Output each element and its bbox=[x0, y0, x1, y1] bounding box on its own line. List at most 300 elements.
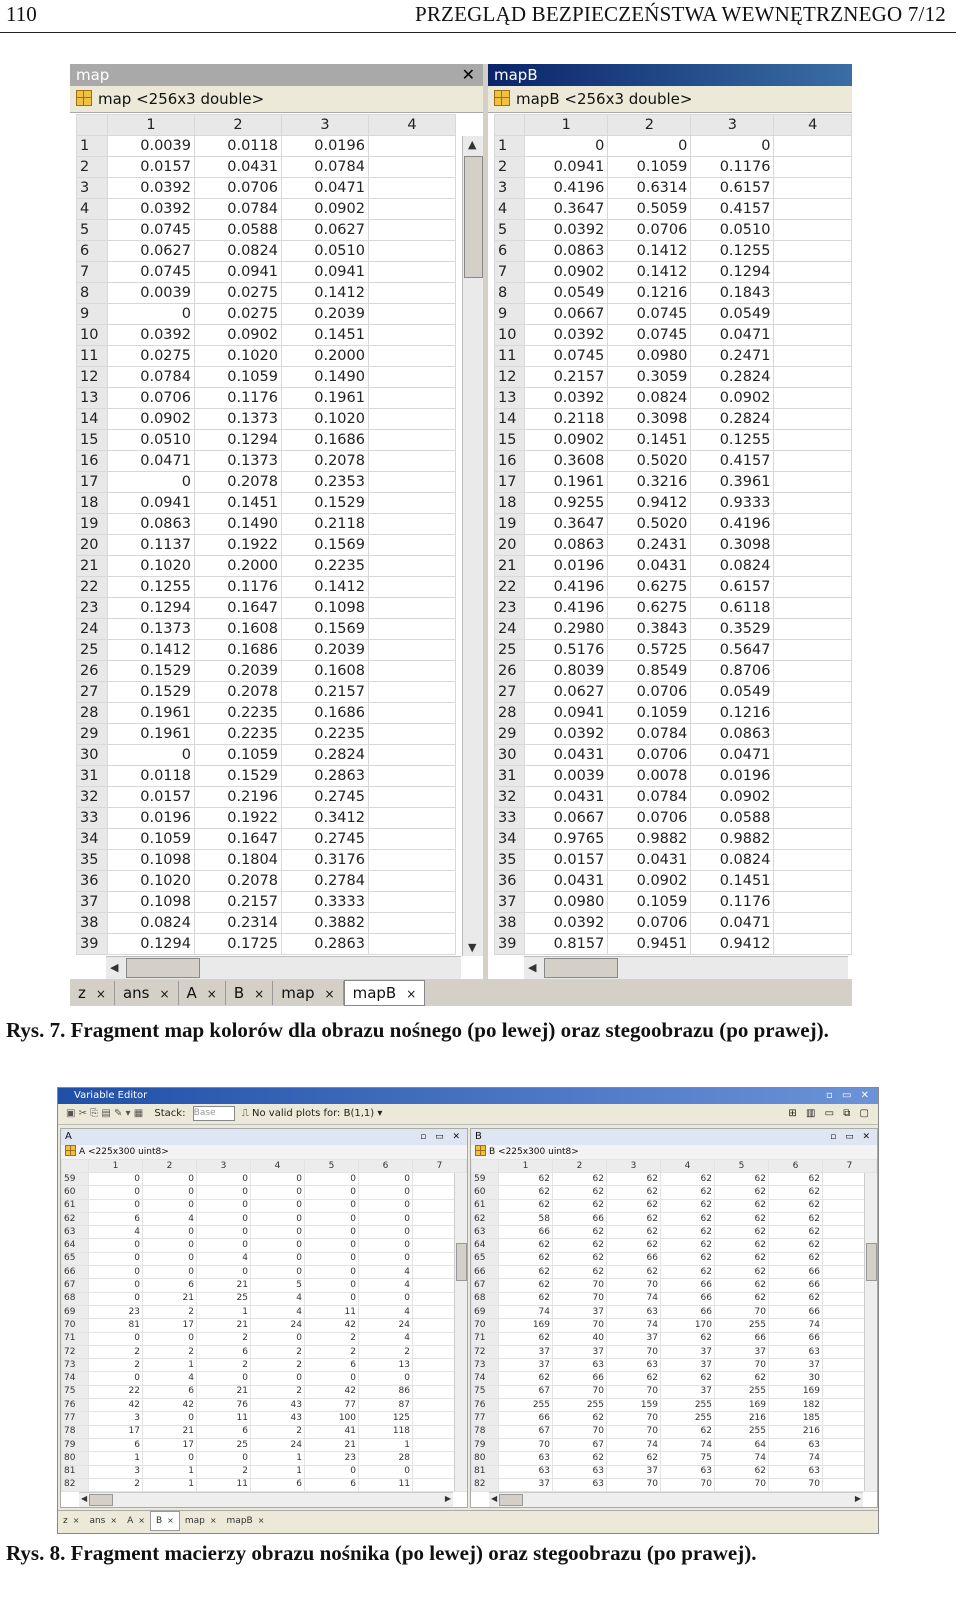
table-cell[interactable]: 0.0902 bbox=[691, 388, 774, 409]
scroll-up-icon[interactable]: ▲ bbox=[468, 138, 477, 151]
table-cell[interactable]: 0 bbox=[89, 1332, 143, 1345]
table-cell[interactable]: 0 bbox=[305, 1465, 359, 1478]
table-cell[interactable]: 0.0902 bbox=[525, 262, 608, 283]
table-cell[interactable]: 0 bbox=[305, 1279, 359, 1292]
table-cell[interactable]: 62 bbox=[499, 1239, 553, 1252]
table-cell[interactable]: 70 bbox=[553, 1385, 607, 1398]
table-cell[interactable]: 0.1686 bbox=[282, 703, 369, 724]
table-cell[interactable]: 0 bbox=[197, 1226, 251, 1239]
row-header[interactable]: 39 bbox=[77, 934, 108, 955]
scroll-thumb[interactable] bbox=[544, 958, 618, 978]
table-cell[interactable]: 1 bbox=[251, 1465, 305, 1478]
table-cell[interactable]: 0.0824 bbox=[608, 388, 691, 409]
table-cell[interactable]: 0 bbox=[197, 1452, 251, 1465]
table-cell[interactable]: 125 bbox=[359, 1412, 413, 1425]
table-cell[interactable]: 0 bbox=[251, 1186, 305, 1199]
row-header[interactable]: 80 bbox=[472, 1452, 499, 1465]
table-cell[interactable]: 0.0471 bbox=[691, 745, 774, 766]
row-header[interactable]: 25 bbox=[77, 640, 108, 661]
table-cell[interactable] bbox=[774, 892, 852, 913]
table-cell[interactable]: 0 bbox=[305, 1212, 359, 1225]
document-tab[interactable] bbox=[58, 1512, 84, 1530]
grid-corner[interactable] bbox=[495, 115, 525, 136]
table-cell[interactable]: 0 bbox=[251, 1252, 305, 1265]
table-cell[interactable]: 62 bbox=[553, 1412, 607, 1425]
column-header[interactable]: 3 bbox=[282, 115, 369, 136]
table-cell[interactable]: 62 bbox=[769, 1212, 823, 1225]
table-cell[interactable]: 0.1608 bbox=[282, 661, 369, 682]
plot-selector[interactable]: No valid plots for: B(1,1) bbox=[252, 1108, 375, 1119]
table-cell[interactable] bbox=[774, 829, 852, 850]
table-cell[interactable]: 0.1294 bbox=[691, 262, 774, 283]
table-cell[interactable]: 0.1255 bbox=[691, 241, 774, 262]
table-cell[interactable]: 63 bbox=[607, 1359, 661, 1372]
table-cell[interactable]: 11 bbox=[305, 1305, 359, 1318]
table-cell[interactable]: 0.0392 bbox=[525, 220, 608, 241]
table-cell[interactable]: 255 bbox=[715, 1319, 769, 1332]
table-cell[interactable]: 62 bbox=[499, 1279, 553, 1292]
table-cell[interactable]: 0.1412 bbox=[282, 283, 369, 304]
table-cell[interactable]: 0.3608 bbox=[525, 451, 608, 472]
table-cell[interactable]: 0 bbox=[359, 1199, 413, 1212]
table-cell[interactable]: 3 bbox=[89, 1412, 143, 1425]
row-header[interactable]: 26 bbox=[77, 661, 108, 682]
table-cell[interactable]: 0.0706 bbox=[608, 745, 691, 766]
table-cell[interactable]: 0.0471 bbox=[691, 325, 774, 346]
row-header[interactable]: 14 bbox=[77, 409, 108, 430]
table-cell[interactable]: 43 bbox=[251, 1412, 305, 1425]
table-cell[interactable]: 21 bbox=[305, 1438, 359, 1451]
table-cell[interactable]: 0.1961 bbox=[108, 724, 195, 745]
table-cell[interactable]: 0.1059 bbox=[608, 892, 691, 913]
table-cell[interactable]: 0.3647 bbox=[525, 514, 608, 535]
table-cell[interactable]: 0.1804 bbox=[195, 850, 282, 871]
table-cell[interactable]: 63 bbox=[769, 1345, 823, 1358]
table-cell[interactable]: 6 bbox=[305, 1478, 359, 1491]
table-cell[interactable] bbox=[369, 682, 456, 703]
close-tab-icon[interactable]: × bbox=[209, 1516, 217, 1525]
table-cell[interactable]: 62 bbox=[715, 1252, 769, 1265]
scroll-thumb[interactable] bbox=[866, 1243, 877, 1281]
table-cell[interactable]: 42 bbox=[305, 1319, 359, 1332]
table-cell[interactable]: 0.0039 bbox=[525, 766, 608, 787]
table-cell[interactable]: 0 bbox=[143, 1186, 197, 1199]
table-cell[interactable]: 70 bbox=[607, 1478, 661, 1491]
table-cell[interactable]: 0.0824 bbox=[108, 913, 195, 934]
table-cell[interactable]: 169 bbox=[499, 1319, 553, 1332]
table-cell[interactable]: 62 bbox=[661, 1372, 715, 1385]
row-header[interactable]: 59 bbox=[472, 1173, 499, 1186]
table-cell[interactable] bbox=[369, 766, 456, 787]
table-cell[interactable]: 17 bbox=[143, 1319, 197, 1332]
table-cell[interactable]: 63 bbox=[661, 1465, 715, 1478]
table-cell[interactable]: 0 bbox=[89, 1279, 143, 1292]
table-cell[interactable] bbox=[369, 745, 456, 766]
table-cell[interactable]: 70 bbox=[715, 1359, 769, 1372]
row-header[interactable]: 24 bbox=[495, 619, 525, 640]
column-header[interactable]: 3 bbox=[691, 115, 774, 136]
row-header[interactable]: 7 bbox=[495, 262, 525, 283]
row-header[interactable]: 31 bbox=[77, 766, 108, 787]
row-header[interactable]: 62 bbox=[62, 1212, 89, 1225]
column-header[interactable]: 4 bbox=[251, 1160, 305, 1173]
table-cell[interactable] bbox=[774, 703, 852, 724]
table-cell[interactable]: 0.0157 bbox=[108, 787, 195, 808]
table-cell[interactable]: 0.5020 bbox=[608, 451, 691, 472]
table-cell[interactable] bbox=[774, 325, 852, 346]
table-cell[interactable]: 62 bbox=[715, 1226, 769, 1239]
table-cell[interactable]: 0 bbox=[251, 1332, 305, 1345]
table-cell[interactable]: 0 bbox=[89, 1292, 143, 1305]
table-cell[interactable]: 0.0667 bbox=[525, 808, 608, 829]
row-header[interactable]: 73 bbox=[62, 1359, 89, 1372]
table-cell[interactable]: 0.2000 bbox=[195, 556, 282, 577]
table-cell[interactable]: 0.2824 bbox=[691, 409, 774, 430]
table-cell[interactable] bbox=[774, 157, 852, 178]
table-cell[interactable]: 0 bbox=[305, 1199, 359, 1212]
table-cell[interactable]: 0.0941 bbox=[195, 262, 282, 283]
table-cell[interactable]: 0.1725 bbox=[195, 934, 282, 955]
table-cell[interactable] bbox=[774, 934, 852, 955]
table-cell[interactable]: 4 bbox=[359, 1279, 413, 1292]
scroll-thumb[interactable] bbox=[89, 1494, 113, 1506]
scroll-left-icon[interactable]: ◀ bbox=[110, 961, 119, 974]
row-header[interactable]: 73 bbox=[472, 1359, 499, 1372]
table-cell[interactable]: 0.1176 bbox=[195, 577, 282, 598]
table-cell[interactable]: 67 bbox=[499, 1385, 553, 1398]
table-cell[interactable]: 0 bbox=[143, 1239, 197, 1252]
row-header[interactable]: 19 bbox=[495, 514, 525, 535]
table-cell[interactable]: 0.0863 bbox=[108, 514, 195, 535]
table-cell[interactable]: 58 bbox=[499, 1212, 553, 1225]
close-tab-icon[interactable]: × bbox=[167, 1516, 174, 1525]
column-header[interactable]: 2 bbox=[195, 115, 282, 136]
table-cell[interactable]: 0.3059 bbox=[608, 367, 691, 388]
table-cell[interactable]: 0.0784 bbox=[608, 787, 691, 808]
table-cell[interactable]: 0.1608 bbox=[195, 619, 282, 640]
row-header[interactable]: 60 bbox=[62, 1186, 89, 1199]
table-cell[interactable]: 0.1490 bbox=[282, 367, 369, 388]
table-cell[interactable]: 2 bbox=[89, 1345, 143, 1358]
row-header[interactable]: 38 bbox=[77, 913, 108, 934]
row-header[interactable]: 77 bbox=[62, 1412, 89, 1425]
column-header[interactable]: 5 bbox=[305, 1160, 359, 1173]
row-header[interactable]: 1 bbox=[495, 136, 525, 157]
table-cell[interactable]: 0.1176 bbox=[195, 388, 282, 409]
table-cell[interactable]: 23 bbox=[305, 1452, 359, 1465]
row-header[interactable]: 69 bbox=[472, 1305, 499, 1318]
table-cell[interactable]: 0.1529 bbox=[282, 493, 369, 514]
table-cell[interactable]: 23 bbox=[89, 1305, 143, 1318]
table-cell[interactable]: 0.6157 bbox=[691, 577, 774, 598]
table-cell[interactable] bbox=[369, 871, 456, 892]
table-cell[interactable]: 0 bbox=[251, 1173, 305, 1186]
table-cell[interactable]: 0.1373 bbox=[195, 409, 282, 430]
table-cell[interactable]: 0 bbox=[143, 1452, 197, 1465]
table-cell[interactable]: 4 bbox=[143, 1212, 197, 1225]
table-cell[interactable]: 0.0941 bbox=[525, 703, 608, 724]
column-header[interactable]: 2 bbox=[143, 1160, 197, 1173]
table-cell[interactable]: 42 bbox=[89, 1399, 143, 1412]
table-cell[interactable]: 81 bbox=[89, 1319, 143, 1332]
row-header[interactable]: 69 bbox=[62, 1305, 89, 1318]
table-cell[interactable]: 62 bbox=[607, 1199, 661, 1212]
table-cell[interactable]: 0.0392 bbox=[108, 199, 195, 220]
row-header[interactable]: 22 bbox=[77, 577, 108, 598]
table-cell[interactable]: 0.3882 bbox=[282, 913, 369, 934]
column-header[interactable]: 1 bbox=[499, 1160, 553, 1173]
row-header[interactable]: 34 bbox=[77, 829, 108, 850]
table-cell[interactable]: 62 bbox=[715, 1292, 769, 1305]
window-controls[interactable]: ▫ ▭ ✕ bbox=[826, 1090, 872, 1101]
close-tab-icon[interactable]: × bbox=[406, 987, 417, 1001]
table-cell[interactable]: 0 bbox=[143, 1173, 197, 1186]
table-cell[interactable]: 70 bbox=[553, 1292, 607, 1305]
column-header[interactable]: 2 bbox=[553, 1160, 607, 1173]
table-cell[interactable]: 0.0784 bbox=[195, 199, 282, 220]
table-cell[interactable]: 0 bbox=[359, 1252, 413, 1265]
row-header[interactable]: 3 bbox=[495, 178, 525, 199]
row-header[interactable]: 76 bbox=[472, 1399, 499, 1412]
row-header[interactable]: 70 bbox=[62, 1319, 89, 1332]
table-cell[interactable]: 0.0471 bbox=[691, 913, 774, 934]
table-cell[interactable]: 70 bbox=[715, 1478, 769, 1491]
table-cell[interactable]: 0.0196 bbox=[525, 556, 608, 577]
table-cell[interactable]: 0.0824 bbox=[691, 556, 774, 577]
table-cell[interactable]: 0.0431 bbox=[525, 745, 608, 766]
table-cell[interactable]: 63 bbox=[769, 1438, 823, 1451]
row-header[interactable]: 9 bbox=[77, 304, 108, 325]
table-cell[interactable]: 0.4196 bbox=[525, 577, 608, 598]
scroll-right-icon[interactable]: ▶ bbox=[444, 1494, 451, 1503]
table-cell[interactable]: 2 bbox=[251, 1425, 305, 1438]
table-cell[interactable]: 42 bbox=[143, 1399, 197, 1412]
row-header[interactable]: 15 bbox=[77, 430, 108, 451]
table-cell[interactable]: 62 bbox=[715, 1173, 769, 1186]
table-cell[interactable] bbox=[774, 409, 852, 430]
table-cell[interactable]: 2 bbox=[197, 1359, 251, 1372]
table-cell[interactable]: 0 bbox=[525, 136, 608, 157]
table-cell[interactable]: 37 bbox=[661, 1345, 715, 1358]
row-header[interactable]: 72 bbox=[62, 1345, 89, 1358]
table-cell[interactable]: 41 bbox=[305, 1425, 359, 1438]
table-cell[interactable]: 62 bbox=[607, 1186, 661, 1199]
table-cell[interactable]: 62 bbox=[499, 1199, 553, 1212]
grid-corner[interactable] bbox=[77, 115, 108, 136]
table-cell[interactable] bbox=[369, 514, 456, 535]
table-cell[interactable]: 0.0275 bbox=[195, 283, 282, 304]
table-cell[interactable]: 24 bbox=[251, 1438, 305, 1451]
document-tab[interactable] bbox=[226, 981, 273, 1005]
table-cell[interactable]: 0.1020 bbox=[282, 409, 369, 430]
table-cell[interactable]: 0.0863 bbox=[691, 724, 774, 745]
table-cell[interactable]: 0.0510 bbox=[108, 430, 195, 451]
table-cell[interactable]: 0.1961 bbox=[108, 703, 195, 724]
table-cell[interactable]: 0 bbox=[89, 1186, 143, 1199]
row-header[interactable]: 30 bbox=[495, 745, 525, 766]
table-cell[interactable]: 0.2745 bbox=[282, 829, 369, 850]
column-header[interactable]: 5 bbox=[715, 1160, 769, 1173]
close-tab-icon[interactable]: × bbox=[159, 987, 170, 1001]
table-cell[interactable]: 0.9412 bbox=[608, 493, 691, 514]
table-cell[interactable]: 2 bbox=[197, 1465, 251, 1478]
vertical-scrollbar[interactable] bbox=[454, 1173, 467, 1491]
table-cell[interactable]: 0 bbox=[143, 1332, 197, 1345]
data-grid[interactable] bbox=[494, 114, 852, 955]
table-cell[interactable]: 70 bbox=[661, 1478, 715, 1491]
row-header[interactable]: 12 bbox=[77, 367, 108, 388]
table-cell[interactable]: 6 bbox=[251, 1478, 305, 1491]
table-cell[interactable]: 74 bbox=[661, 1438, 715, 1451]
table-cell[interactable]: 66 bbox=[499, 1412, 553, 1425]
table-cell[interactable]: 0.9412 bbox=[691, 934, 774, 955]
table-cell[interactable] bbox=[774, 241, 852, 262]
table-cell[interactable]: 0.2471 bbox=[691, 346, 774, 367]
table-cell[interactable]: 4 bbox=[359, 1305, 413, 1318]
table-cell[interactable]: 0.8549 bbox=[608, 661, 691, 682]
table-cell[interactable]: 66 bbox=[715, 1332, 769, 1345]
toolbar-icons[interactable]: ▣ ✂ ⎘ ▤ ✎ ▾ ▦ bbox=[66, 1108, 144, 1119]
plot-icon[interactable]: ⎍ bbox=[241, 1108, 249, 1119]
table-cell[interactable]: 0.0745 bbox=[108, 220, 195, 241]
table-cell[interactable]: 0.0824 bbox=[691, 850, 774, 871]
table-cell[interactable]: 62 bbox=[553, 1199, 607, 1212]
table-cell[interactable]: 62 bbox=[769, 1252, 823, 1265]
table-cell[interactable]: 0.1059 bbox=[108, 829, 195, 850]
row-header[interactable]: 21 bbox=[77, 556, 108, 577]
grid-corner[interactable] bbox=[62, 1160, 89, 1173]
table-cell[interactable]: 66 bbox=[769, 1266, 823, 1279]
row-header[interactable]: 2 bbox=[495, 157, 525, 178]
table-cell[interactable]: 64 bbox=[715, 1438, 769, 1451]
pane-controls[interactable]: ▫ ▭ ✕ bbox=[420, 1132, 463, 1142]
table-cell[interactable]: 37 bbox=[499, 1359, 553, 1372]
row-header[interactable]: 29 bbox=[77, 724, 108, 745]
table-cell[interactable]: 0.2353 bbox=[282, 472, 369, 493]
row-header[interactable]: 11 bbox=[495, 346, 525, 367]
table-cell[interactable]: 0.0902 bbox=[195, 325, 282, 346]
table-cell[interactable]: 0.0588 bbox=[691, 808, 774, 829]
table-cell[interactable]: 0.0941 bbox=[525, 157, 608, 178]
table-cell[interactable]: 0.1216 bbox=[608, 283, 691, 304]
layout-controls[interactable]: ⊞ ▥ ▭ ⧉ ▢ bbox=[788, 1108, 872, 1119]
row-header[interactable]: 21 bbox=[495, 556, 525, 577]
table-cell[interactable] bbox=[774, 745, 852, 766]
table-cell[interactable]: 0.6275 bbox=[608, 598, 691, 619]
table-cell[interactable]: 62 bbox=[661, 1186, 715, 1199]
table-cell[interactable]: 74 bbox=[607, 1319, 661, 1332]
table-cell[interactable] bbox=[369, 367, 456, 388]
table-cell[interactable]: 62 bbox=[499, 1292, 553, 1305]
table-cell[interactable]: 0.5647 bbox=[691, 640, 774, 661]
table-cell[interactable]: 2 bbox=[143, 1345, 197, 1358]
table-cell[interactable]: 62 bbox=[661, 1239, 715, 1252]
row-header[interactable]: 63 bbox=[62, 1226, 89, 1239]
table-cell[interactable]: 62 bbox=[499, 1173, 553, 1186]
table-cell[interactable] bbox=[369, 157, 456, 178]
table-cell[interactable]: 0 bbox=[197, 1372, 251, 1385]
row-header[interactable]: 80 bbox=[62, 1452, 89, 1465]
table-cell[interactable]: 0.0471 bbox=[282, 178, 369, 199]
table-cell[interactable]: 0 bbox=[197, 1186, 251, 1199]
table-cell[interactable]: 70 bbox=[607, 1345, 661, 1358]
table-cell[interactable] bbox=[369, 178, 456, 199]
table-cell[interactable]: 0.0118 bbox=[108, 766, 195, 787]
table-cell[interactable]: 100 bbox=[305, 1412, 359, 1425]
table-cell[interactable]: 255 bbox=[661, 1399, 715, 1412]
table-cell[interactable]: 0.0980 bbox=[525, 892, 608, 913]
table-cell[interactable]: 40 bbox=[553, 1332, 607, 1345]
table-cell[interactable]: 0.1529 bbox=[108, 682, 195, 703]
table-cell[interactable] bbox=[369, 829, 456, 850]
table-cell[interactable]: 62 bbox=[607, 1372, 661, 1385]
table-cell[interactable] bbox=[774, 556, 852, 577]
table-cell[interactable] bbox=[369, 304, 456, 325]
table-cell[interactable]: 0.2235 bbox=[195, 724, 282, 745]
table-cell[interactable]: 0.2235 bbox=[282, 556, 369, 577]
table-cell[interactable] bbox=[774, 514, 852, 535]
table-cell[interactable]: 0.0431 bbox=[525, 871, 608, 892]
table-cell[interactable]: 2 bbox=[197, 1332, 251, 1345]
row-header[interactable]: 74 bbox=[62, 1372, 89, 1385]
row-header[interactable]: 17 bbox=[77, 472, 108, 493]
row-header[interactable]: 26 bbox=[495, 661, 525, 682]
table-cell[interactable]: 30 bbox=[769, 1372, 823, 1385]
table-cell[interactable]: 0.1569 bbox=[282, 619, 369, 640]
table-cell[interactable] bbox=[774, 472, 852, 493]
row-header[interactable]: 13 bbox=[77, 388, 108, 409]
table-cell[interactable]: 0.0039 bbox=[108, 283, 195, 304]
document-tab[interactable] bbox=[84, 1512, 122, 1530]
row-header[interactable]: 14 bbox=[495, 409, 525, 430]
table-cell[interactable]: 62 bbox=[661, 1425, 715, 1438]
table-cell[interactable]: 0.5176 bbox=[525, 640, 608, 661]
row-header[interactable]: 20 bbox=[495, 535, 525, 556]
table-cell[interactable]: 0 bbox=[197, 1239, 251, 1252]
table-cell[interactable]: 62 bbox=[607, 1266, 661, 1279]
table-cell[interactable] bbox=[369, 325, 456, 346]
row-header[interactable]: 63 bbox=[472, 1226, 499, 1239]
row-header[interactable]: 15 bbox=[495, 430, 525, 451]
table-cell[interactable]: 0.0549 bbox=[525, 283, 608, 304]
table-cell[interactable]: 66 bbox=[499, 1226, 553, 1239]
row-header[interactable]: 81 bbox=[62, 1465, 89, 1478]
table-cell[interactable]: 0.1020 bbox=[108, 871, 195, 892]
table-cell[interactable]: 11 bbox=[197, 1478, 251, 1491]
table-cell[interactable]: 6 bbox=[89, 1438, 143, 1451]
table-cell[interactable] bbox=[369, 640, 456, 661]
table-cell[interactable] bbox=[369, 808, 456, 829]
table-cell[interactable]: 0.0902 bbox=[608, 871, 691, 892]
table-cell[interactable]: 62 bbox=[607, 1452, 661, 1465]
table-cell[interactable]: 6 bbox=[197, 1345, 251, 1358]
table-cell[interactable]: 66 bbox=[769, 1305, 823, 1318]
table-cell[interactable]: 62 bbox=[553, 1452, 607, 1465]
table-cell[interactable]: 255 bbox=[661, 1412, 715, 1425]
table-cell[interactable]: 77 bbox=[305, 1399, 359, 1412]
table-cell[interactable]: 0.1059 bbox=[195, 745, 282, 766]
table-cell[interactable]: 118 bbox=[359, 1425, 413, 1438]
table-cell[interactable]: 0.2863 bbox=[282, 934, 369, 955]
table-cell[interactable] bbox=[774, 577, 852, 598]
row-header[interactable]: 79 bbox=[62, 1438, 89, 1451]
table-cell[interactable]: 62 bbox=[661, 1212, 715, 1225]
stack-select[interactable]: Base bbox=[193, 1106, 235, 1121]
table-cell[interactable]: 0.1922 bbox=[195, 535, 282, 556]
row-header[interactable]: 66 bbox=[62, 1266, 89, 1279]
table-cell[interactable]: 62 bbox=[715, 1186, 769, 1199]
row-header[interactable]: 34 bbox=[495, 829, 525, 850]
